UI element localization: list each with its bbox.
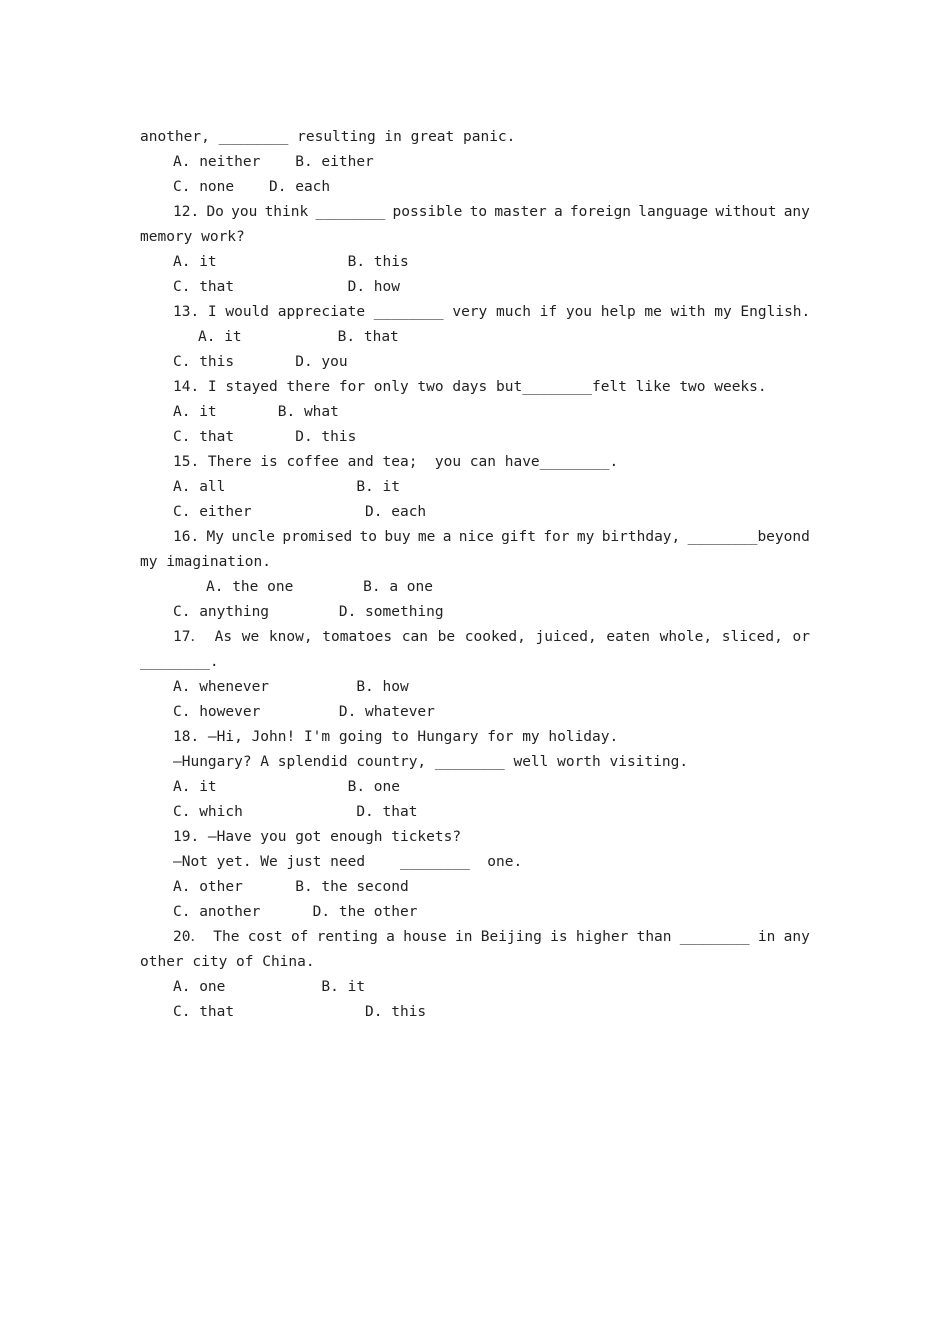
question-16-options-ab: A. the one B. a one [206, 579, 433, 595]
word: to [359, 529, 378, 545]
question-15-options-cd: C. either D. each [173, 504, 427, 520]
question-14-options-cd: C. that D. this [173, 429, 357, 445]
question-15-options-ab: A. all B. it [173, 479, 400, 495]
word: language [638, 204, 709, 220]
word: a [442, 529, 452, 545]
word: a [386, 929, 395, 945]
word: 20． [173, 929, 205, 945]
word: is [550, 929, 568, 945]
word: me [417, 529, 436, 545]
word: 17． [173, 629, 205, 645]
word: higher [575, 929, 629, 945]
word: 16. [173, 529, 200, 545]
question-12-options-cd: C. that D. how [173, 279, 400, 295]
question-17-stem-end: ________. [140, 654, 219, 670]
question-16-options-cd: C. anything D. something [173, 604, 444, 620]
word: whole, [659, 629, 713, 645]
question-19-options-cd: C. another D. the other [173, 904, 418, 920]
question-14-options-ab: A. it B. what [173, 404, 339, 420]
question-11-options-ab: A. neither B. either [173, 154, 374, 170]
question-20-stem-end: other city of China. [140, 954, 315, 970]
word: birthday, [601, 529, 681, 545]
question-16-stem-end: my imagination. [140, 554, 271, 570]
word: a [553, 204, 563, 220]
question-17-options-cd: C. however D. whatever [173, 704, 435, 720]
word: possible [392, 204, 463, 220]
word: my [576, 529, 595, 545]
question-19-stem: 19. —Have you got enough tickets? [173, 829, 462, 845]
word: cooked, [464, 629, 526, 645]
question-15-stem: 15. There is coffee and tea; you can have________. [173, 454, 619, 470]
word: than [636, 929, 672, 945]
word: buy [384, 529, 411, 545]
question-12-stem [173, 202, 810, 222]
question-17-options-ab: A. whenever B. how [173, 679, 409, 695]
word: Beijing [480, 929, 542, 945]
word: of [290, 929, 309, 945]
question-18-stem: 18. —Hi, John! I'm going to Hungary for my holiday. [173, 729, 619, 745]
word: house [403, 929, 447, 945]
question-16-stem [173, 527, 810, 547]
question-12-options-ab: A. it B. this [173, 254, 409, 270]
question-13-options-ab: A. it B. that [198, 329, 399, 345]
word: promised [282, 529, 353, 545]
word: be [437, 629, 456, 645]
word: or [792, 629, 810, 645]
question-20-options-ab: A. one B. it [173, 979, 366, 995]
word: think [264, 204, 309, 220]
question-13-options-cd: C. this D. you [173, 354, 348, 370]
word: juiced, [535, 629, 597, 645]
question-11-options-cd: C. none D. each [173, 179, 331, 195]
word: any [783, 204, 810, 220]
question-11-stem-end: another, ________ resulting in great panic. [140, 129, 516, 145]
question-12-stem-end: memory work? [140, 229, 245, 245]
question-19-reply: —Not yet. We just need ________ one. [173, 854, 523, 870]
question-18-reply: —Hungary? A splendid country, ________ well worth visiting. [173, 754, 689, 770]
word: The [213, 929, 240, 945]
question-19-options-ab: A. other B. the second [173, 879, 409, 895]
word: eaten [606, 629, 650, 645]
word: renting [316, 929, 378, 945]
word: can [401, 629, 428, 645]
word: tomatoes [322, 629, 393, 645]
answer-blank: ________ [679, 929, 750, 945]
word: uncle [231, 529, 276, 545]
word: My [206, 529, 225, 545]
question-20-stem [173, 927, 810, 947]
word: in [455, 929, 473, 945]
question-17-stem [173, 627, 810, 647]
word: you [231, 204, 258, 220]
answer-blank: ________beyond [687, 529, 810, 545]
word: master [494, 204, 547, 220]
question-18-options-ab: A. it B. one [173, 779, 400, 795]
question-14-stem: 14. I stayed there for only two days but________felt like two weeks. [173, 379, 767, 395]
word: As [214, 629, 233, 645]
word: Do [206, 204, 224, 220]
word: any [783, 929, 810, 945]
word: know, [268, 629, 313, 645]
word: cost [247, 929, 283, 945]
question-13-stem: 13. I would appreciate ________ very much if you help me with my English. [173, 304, 811, 320]
answer-blank: ________ [315, 204, 386, 220]
word: without [715, 204, 777, 220]
word: we [241, 629, 260, 645]
word: gift [501, 529, 536, 545]
word: nice [458, 529, 494, 545]
word: foreign [569, 204, 632, 220]
word: for [543, 529, 570, 545]
word: 12. [173, 204, 200, 220]
question-20-options-cd: C. that D. this [173, 1004, 427, 1020]
word: sliced, [721, 629, 783, 645]
word: to [469, 204, 488, 220]
word: in [757, 929, 776, 945]
question-18-options-cd: C. which D. that [173, 804, 418, 820]
